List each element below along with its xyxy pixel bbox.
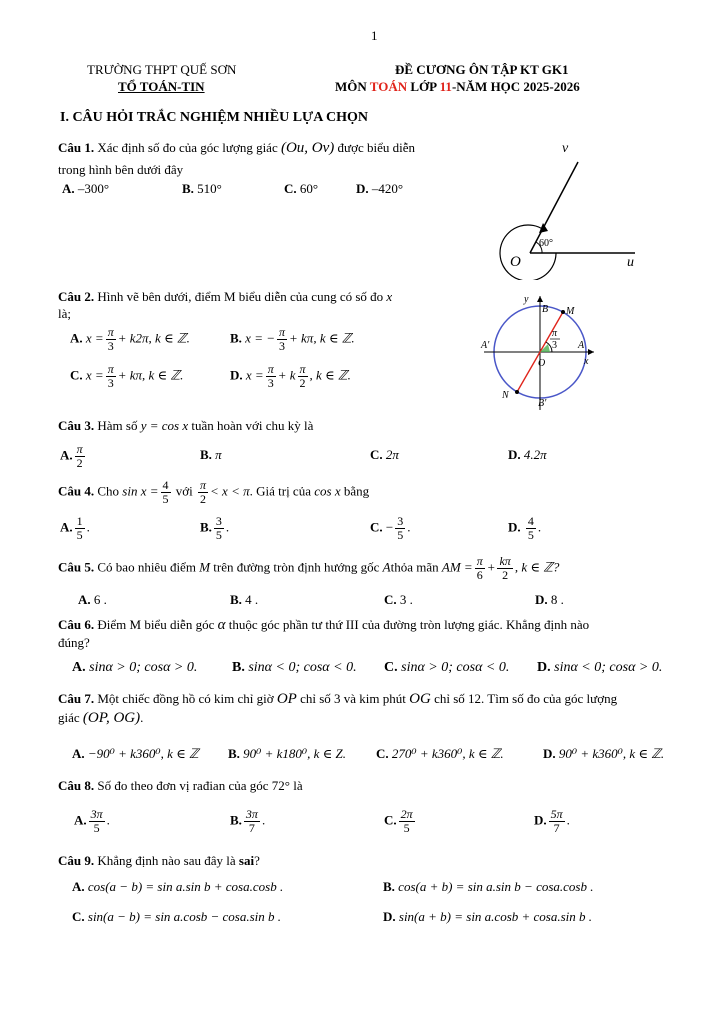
q5-option-a-value: 6 . (93, 592, 107, 607)
option-letter: A. (72, 660, 86, 675)
math-set: , k ∈ ℤ. (309, 367, 351, 383)
q8-stem (58, 778, 303, 794)
q1-option-d-value: –420° (371, 181, 404, 196)
fraction (497, 555, 512, 582)
q4-text-b: với (172, 483, 197, 499)
option-letter: A. (70, 330, 83, 346)
option-letter: D. (383, 909, 396, 924)
q4-label: Câu 4. (58, 483, 95, 499)
q2-var: x (386, 289, 393, 304)
q6-option-a-value: sinα > 0; cosα > 0. (89, 660, 198, 675)
option-letter: C. (72, 909, 85, 924)
q9-option-d-value: sin(a + b) = sin a.cosb + cosa.sin b . (398, 909, 593, 924)
q8-option-b[interactable]: B. $\frac{3\pi}{7}$ . (230, 807, 266, 835)
q3-text-b: tuần hoàn với chu kỳ là (188, 418, 314, 433)
fraction (244, 808, 260, 835)
q1-option-d[interactable] (356, 181, 403, 197)
frac-num: 5π (550, 807, 563, 821)
frac-num: 4 (162, 478, 169, 492)
math-set: , k ∈ ℤ. (142, 367, 184, 383)
frac-num: 3π (245, 807, 258, 821)
q5-option-d[interactable] (535, 592, 564, 608)
q1-option-c[interactable] (284, 181, 318, 197)
fraction (475, 555, 485, 582)
option-letter: B. (182, 181, 194, 196)
q4-text-a: Cho (94, 483, 123, 499)
label-x: x (584, 356, 589, 367)
option-letter: D. (356, 181, 369, 196)
q4-expr2: cos x (314, 483, 341, 499)
option-letter: B. (232, 660, 245, 675)
frac-den: 2 (502, 568, 509, 582)
fraction (549, 808, 565, 835)
option-letter: C. (284, 181, 297, 196)
q2-unit-circle-figure (472, 290, 602, 415)
q9-option-c[interactable] (72, 909, 281, 925)
label-a-prime: A' (481, 340, 490, 351)
math-k: k (289, 367, 296, 383)
q9-bold-word: sai (238, 853, 255, 868)
option-letter: D. (230, 367, 243, 383)
q9-text-b: ? (254, 853, 260, 868)
frac-num: kπ (499, 554, 511, 568)
q8-option-c[interactable] (384, 808, 417, 835)
fraction (106, 326, 116, 353)
label-o: O (538, 358, 546, 369)
q8-expr: 72° (271, 778, 290, 793)
q7-option-c[interactable] (376, 746, 504, 762)
q7-expr: (OP, OG) (82, 710, 141, 726)
q7-option-c-value: 270⁰ + k360⁰, k ∈ ℤ. (391, 746, 504, 761)
fraction (75, 515, 85, 542)
q5-stem (58, 555, 559, 582)
q6-option-d-value: sinα < 0; cosα > 0. (554, 660, 663, 675)
subtitle-mid: LỚP (407, 79, 440, 94)
q4-option-b[interactable]: B. $\frac{3}{5}$ . (200, 514, 230, 542)
q8-text-a: Số đo theo đơn vị rađian của góc (94, 778, 272, 793)
frac-den: 5 (527, 528, 534, 542)
q9-text-a: Khẳng định nào sau đây là (94, 853, 239, 868)
frac-den: 3 (279, 339, 285, 353)
option-letter: B. (230, 812, 242, 828)
q1-option-a[interactable] (62, 181, 109, 197)
q3-option-b[interactable] (200, 447, 222, 463)
label-a: A (578, 340, 585, 351)
q1-label: Câu 1. (58, 140, 95, 155)
frac-num: 4 (527, 514, 534, 528)
q2-option-a[interactable] (70, 326, 190, 353)
option-letter: B. (228, 746, 240, 761)
frac-num: π (76, 442, 83, 456)
frac-den: 3 (107, 376, 114, 390)
math-term: + k2π (117, 330, 149, 346)
label-n: N (502, 390, 509, 401)
q3-option-d[interactable] (508, 447, 547, 463)
department-name: TỔ TOÁN-TIN (118, 79, 205, 94)
math-x-eq: x = (245, 367, 264, 383)
subtitle-prefix: MÔN (335, 79, 370, 94)
ray-ov (530, 162, 578, 253)
q9-option-b-value: cos(a + b) = sin a.sin b − cosa.cosb . (398, 879, 594, 894)
q6-option-b[interactable] (232, 660, 357, 676)
q7-text-a: Một chiếc đồng hồ có kim chỉ giờ (94, 691, 277, 706)
q4-stem (58, 479, 369, 506)
q8-option-d[interactable]: D. $\frac{5\pi}{7}$ . (534, 807, 570, 835)
q5-option-d-value: 8 . (550, 592, 564, 607)
q8-option-a[interactable]: A. $\frac{3\pi}{5}$ . (74, 807, 110, 835)
q7-option-a[interactable] (72, 746, 199, 762)
option-letter: C. (370, 519, 383, 535)
q3-text-a: Hàm số (94, 418, 141, 433)
frac-den: 5 (215, 528, 222, 542)
label-m: M (566, 306, 575, 317)
label-v: v (562, 141, 569, 156)
q6-option-c[interactable] (384, 660, 509, 676)
label-y: y (524, 294, 529, 305)
math-term: + kπ (117, 367, 143, 383)
q8-label: Câu 8. (58, 778, 95, 793)
q9-option-a-value: cos(a − b) = sin a.sin b + cosa.cosb . (87, 879, 284, 894)
q2-option-d[interactable] (230, 363, 351, 390)
label-o: O (510, 254, 521, 270)
school-name: TRƯỜNG THPT QUẾ SƠN (87, 62, 237, 77)
option-letter: B. (200, 447, 212, 462)
q3-option-c[interactable] (370, 447, 399, 463)
frac-den: 5 (76, 528, 83, 542)
frac-den: 2 (299, 376, 306, 390)
q1-option-b[interactable] (182, 181, 222, 197)
q5-option-b-value: 4 . (245, 592, 259, 607)
frac-num: 3 (397, 514, 404, 528)
option-letter: C. (384, 812, 397, 828)
q7-option-b[interactable] (228, 746, 346, 762)
label-b-prime: B' (538, 398, 547, 409)
q9-option-a[interactable] (72, 879, 283, 895)
frac-den: 6 (476, 568, 483, 582)
q4-option-d[interactable]: D. $\frac{4}{5}$ . (508, 514, 542, 542)
q7-og: OG (409, 691, 431, 707)
option-letter: A. (60, 447, 73, 463)
q3-option-d-value: 4.2π (523, 447, 547, 462)
q9-option-d[interactable] (383, 909, 592, 925)
label-pi: π (552, 328, 558, 339)
q6-stem (58, 617, 589, 634)
frac-num: 2π (400, 807, 413, 821)
option-letter: B. (383, 879, 395, 894)
frac-den: 5 (162, 492, 169, 506)
q5-text-a: Có bao nhiêu điểm (94, 559, 200, 575)
fraction (161, 479, 171, 506)
frac-den: 7 (248, 821, 255, 835)
frac-num: π (267, 362, 274, 376)
label-u: u (627, 255, 634, 270)
frac-num: π (279, 325, 286, 339)
subtitle-suffix: -NĂM HỌC 2025-2026 (451, 79, 580, 94)
q9-stem (58, 853, 260, 869)
fraction (75, 443, 85, 470)
option-letter: D. (535, 592, 548, 607)
math-plus: + (277, 367, 287, 383)
q9-option-c-value: sin(a − b) = sin a.cosb − cosa.sin b . (87, 909, 282, 924)
option-letter: C. (376, 746, 389, 761)
point-m (561, 310, 565, 314)
option-letter: D. (534, 812, 547, 828)
y-arrow-icon (537, 296, 543, 302)
q3-label: Câu 3. (58, 418, 95, 433)
q6-option-d[interactable] (537, 660, 662, 676)
frac-num: π (299, 362, 306, 376)
frac-den: 2 (200, 492, 207, 506)
fraction (198, 479, 208, 506)
frac-den: 3 (107, 339, 114, 353)
q7-stem (58, 691, 617, 708)
q5-var: M (199, 559, 211, 575)
fraction (89, 808, 105, 835)
option-letter: B. (230, 592, 242, 607)
q2-label: Câu 2. (58, 289, 95, 304)
option-letter: D. (537, 660, 551, 675)
q1-stem-line2: trong hình bên dưới đây (58, 162, 184, 177)
option-letter: A. (78, 592, 91, 607)
q1-option-a-value: –300° (77, 181, 110, 196)
q1-angle-figure (490, 140, 660, 280)
math-set: , k ∈ ℤ? (514, 559, 560, 575)
frac-den: 5 (93, 821, 100, 835)
section-title: I. CÂU HỎI TRẮC NGHIỆM NHIỀU LỰA CHỌN (60, 110, 369, 125)
math-neg: − (385, 519, 394, 535)
q1-text-b: được biểu diễn (334, 140, 416, 155)
q9-label: Câu 9. (58, 853, 95, 868)
q7-option-b-value: 90⁰ + k180⁰, k ∈ Z. (243, 746, 347, 761)
frac-num: 3π (90, 807, 103, 821)
q6-text-b: thuộc góc phần tư thứ III của đường tròn lượng giác. Khẳng định nào (225, 617, 590, 632)
option-letter: B. (200, 519, 212, 535)
option-letter: A. (62, 181, 75, 196)
q7-option-a-value: −90⁰ + k360⁰, k ∈ ℤ (87, 746, 199, 761)
page-number: 1 (371, 28, 378, 43)
math-x-eq: x = (85, 330, 104, 346)
q3-option-a[interactable] (60, 443, 87, 470)
frac-den: 7 (553, 821, 560, 835)
option-letter: A. (74, 812, 87, 828)
q6-text-a: Điểm M biểu diễn góc (94, 617, 218, 632)
q6-option-a[interactable] (72, 660, 197, 676)
q3-option-c-value: 2π (385, 447, 399, 462)
q1-option-b-value: 510° (197, 181, 222, 196)
point-n (515, 390, 519, 394)
document-subtitle (335, 79, 580, 95)
math-set: , k ∈ ℤ. (148, 330, 190, 346)
fraction (277, 326, 287, 353)
q1-option-c-value: 60° (299, 181, 319, 196)
option-letter: C. (70, 367, 83, 383)
q7-op: OP (276, 691, 297, 707)
fraction (395, 515, 405, 542)
fraction (526, 515, 536, 542)
q6-option-b-value: sinα < 0; cosα < 0. (248, 660, 357, 675)
option-letter: A. (60, 519, 73, 535)
alpha-symbol: α (217, 617, 226, 633)
q7-stem-line2 (58, 710, 143, 727)
label-angle: 60° (539, 238, 553, 249)
q3-option-b-value: π (215, 447, 222, 462)
frac-num: π (476, 554, 483, 568)
fraction (399, 808, 415, 835)
q5-text-c: thỏa mãn (390, 559, 442, 575)
option-letter: C. (370, 447, 383, 462)
frac-num: π (107, 325, 114, 339)
q3-expr: y = cos x (140, 418, 189, 433)
frac-den: 3 (267, 376, 274, 390)
frac-num: 3 (215, 514, 222, 528)
q6-stem-line2: đúng? (58, 635, 90, 650)
frac-den: 5 (397, 528, 404, 542)
q6-label: Câu 6. (58, 617, 95, 632)
fraction (266, 363, 276, 390)
q7-text-d: giác (58, 710, 83, 725)
q5-option-a[interactable] (78, 592, 107, 608)
math-term: + kπ (289, 330, 314, 346)
q4-option-a[interactable]: A. $\frac{1}{5}$ . (60, 514, 90, 542)
math-am: AM = (441, 559, 473, 575)
fraction (298, 363, 308, 390)
fraction (106, 363, 116, 390)
label-b: B (542, 304, 549, 315)
subtitle-subject: TOÁN (369, 79, 408, 94)
option-letter: A. (72, 879, 85, 894)
q2-text-a: Hình vẽ bên dưới, điểm M biểu diễn của cung có số đo (94, 289, 387, 304)
subtitle-grade: 11 (439, 79, 452, 94)
math-x-eq-neg: x = − (245, 330, 275, 346)
q7-text-c: chỉ số 12. Tìm số đo của góc lượng (430, 691, 618, 706)
q2-option-b[interactable] (230, 326, 355, 353)
option-letter: B. (230, 330, 242, 346)
option-letter: C. (384, 660, 398, 675)
math-ineq: < x < π (210, 483, 250, 499)
q5-option-b[interactable] (230, 592, 258, 608)
q4-text-d: bằng (340, 483, 370, 499)
q7-option-d[interactable] (543, 746, 664, 762)
q5-option-c[interactable] (384, 592, 413, 608)
q5-option-c-value: 3 . (399, 592, 413, 607)
q3-stem (58, 418, 313, 434)
frac-den: 2 (76, 456, 83, 470)
label-three: 3 (552, 340, 557, 351)
q1-stem (58, 140, 415, 157)
q2-stem-line2: là; (58, 306, 71, 321)
q7-label: Câu 7. (58, 691, 95, 706)
frac-den: 5 (403, 821, 410, 835)
option-letter: D. (543, 746, 556, 761)
frac-num: 1 (76, 514, 83, 528)
q1-expr: (Ou, Ov) (280, 140, 335, 156)
math-plus: + (486, 559, 496, 575)
x-arrow-icon (588, 349, 594, 355)
q5-text-b: trên đường tròn định hướng gốc (210, 559, 383, 575)
q9-option-b[interactable] (383, 879, 593, 895)
q5-label: Câu 5. (58, 559, 95, 575)
math-x-eq: x = (85, 367, 104, 383)
q4-option-c[interactable]: C. − $\frac{3}{5}$ . (370, 514, 411, 542)
q1-text-a: Xác định số đo của góc lượng giác (94, 140, 281, 155)
q2-option-c[interactable] (70, 363, 183, 390)
q6-option-c-value: sinα > 0; cosα < 0. (401, 660, 510, 675)
math-set: , k ∈ ℤ. (313, 330, 355, 346)
option-letter: D. (508, 519, 521, 535)
q2-stem (58, 289, 392, 305)
q7-text-b: chỉ số 3 và kim phút (296, 691, 410, 706)
q7-option-d-value: 90⁰ + k360⁰, k ∈ ℤ. (558, 746, 665, 761)
q8-text-b: là (289, 778, 303, 793)
frac-num: π (107, 362, 114, 376)
document-title: ĐỀ CƯƠNG ÔN TẬP KT GK1 (395, 62, 569, 77)
math-sinx: sin x = (122, 483, 159, 499)
q5-var2: A (382, 559, 391, 575)
fraction (214, 515, 224, 542)
option-letter: A. (72, 746, 85, 761)
option-letter: D. (508, 447, 521, 462)
q4-text-c: . Giá trị của (249, 483, 315, 499)
option-letter: C. (384, 592, 397, 607)
q7-period: . (140, 710, 144, 725)
frac-num: π (200, 478, 207, 492)
